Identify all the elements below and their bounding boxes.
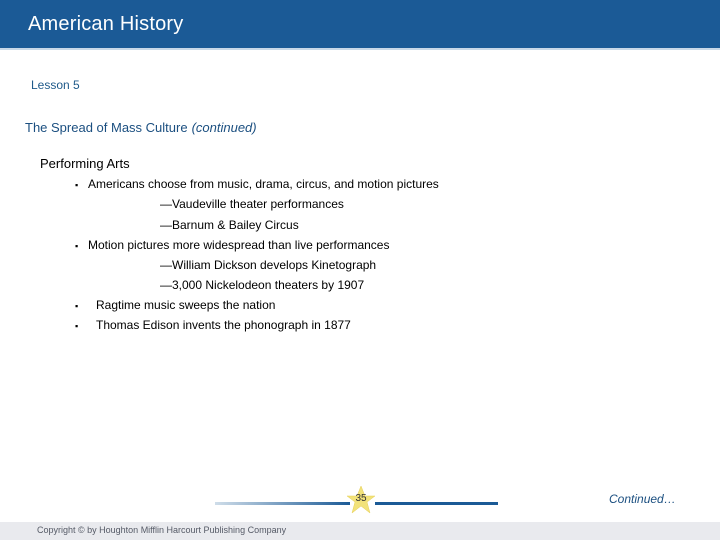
footer-rule-right [375,502,498,505]
slide-title-suffix: (continued) [191,120,257,135]
list-subitem: —William Dickson develops Kinetograph [160,258,377,272]
list-item: Motion pictures more widespread than live performances [88,238,390,252]
bullet-icon: ▪ [75,180,79,190]
course-title: American History [28,13,184,35]
header-bar [0,0,720,50]
bullet-icon: ▪ [75,241,79,251]
slide-title-main: The Spread of Mass Culture [25,120,188,135]
list-item: Americans choose from music, drama, circus, and motion pictures [88,177,439,191]
list-subitem: —Vaudeville theater performances [160,197,344,211]
list-subitem: —3,000 Nickelodeon theaters by 1907 [160,278,365,292]
bullet-icon: ▪ [75,301,79,311]
list-subitem: —Barnum & Bailey Circus [160,218,299,232]
bullet-icon: ▪ [75,321,79,331]
copyright-text: Copyright © by Houghton Mifflin Harcourt Publishing Company [37,525,287,535]
section-heading: Performing Arts [40,156,130,171]
lesson-label: Lesson 5 [31,78,80,92]
slide-title [25,120,257,135]
continued-label: Continued… [609,492,676,506]
list-item: Thomas Edison invents the phonograph in 1877 [96,318,351,332]
page-number: 35 [355,493,367,504]
list-item: Ragtime music sweeps the nation [96,298,276,312]
footer-rule-left [215,502,350,505]
